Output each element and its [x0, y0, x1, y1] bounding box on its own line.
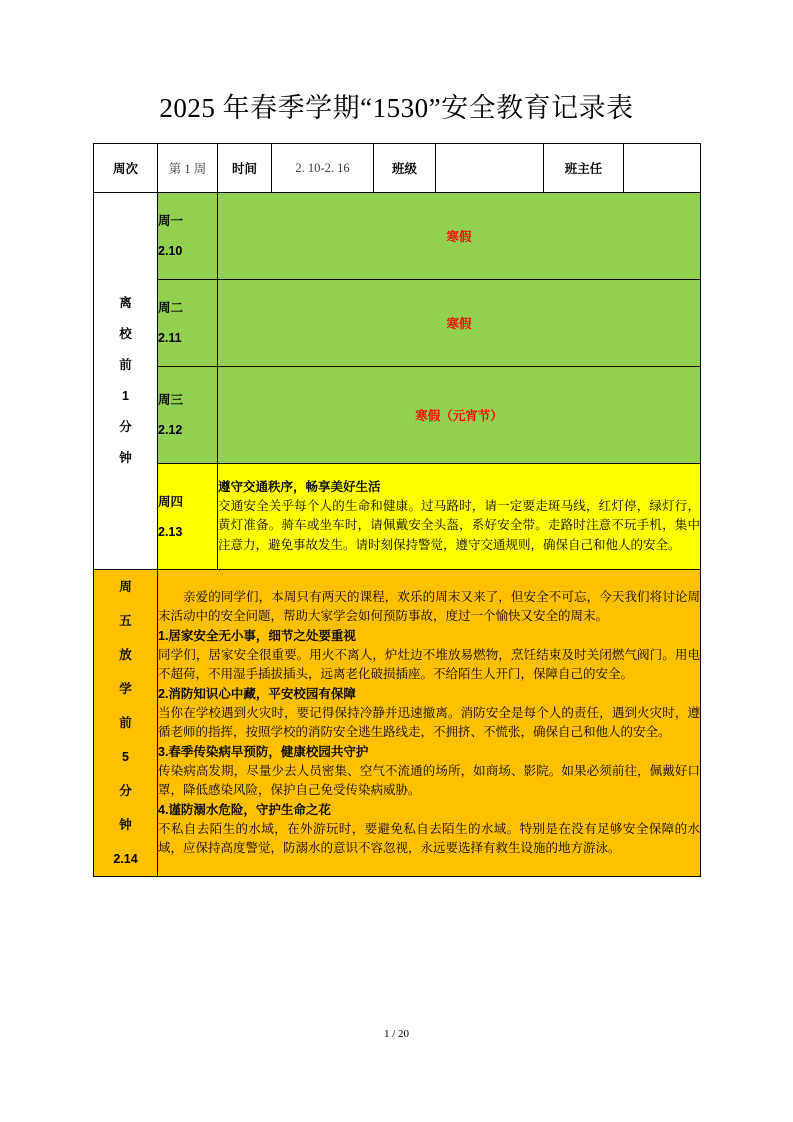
vlabel-char: 5 — [122, 750, 129, 764]
day-date: 2.12 — [158, 423, 183, 437]
time-label-cell: 时间 — [218, 144, 272, 193]
table-header-row — [94, 144, 701, 193]
vlabel-char: 学 — [119, 682, 132, 696]
lesson-body: 交通安全关乎每个人的生命和健康。过马路时，请一定要走斑马线，红灯停，绿灯行，黄灯准备。骑车或坐车时，请佩戴安全头盔，系好安全带。走路时注意不玩手机，集中注意力，避免事故发生。请时刻保持警觉，遵守交通规则，确保自己和他人的安全。 — [218, 498, 700, 552]
class-label-cell: 班级 — [374, 144, 436, 193]
time-value-cell[interactable]: 2. 10-2. 16 — [272, 144, 374, 193]
content-cell-monday: 寒假 — [218, 193, 701, 280]
table-row — [94, 367, 701, 464]
teacher-label-cell: 班主任 — [544, 144, 624, 193]
vlabel-char: 钟 — [119, 818, 132, 832]
before-leaving-vertical-label — [94, 193, 158, 570]
week-label-cell: 周次 — [94, 144, 158, 193]
day-cell-monday — [158, 193, 218, 280]
table-row — [94, 193, 701, 280]
vlabel-char: 分 — [119, 784, 132, 798]
vlabel-date: 2.14 — [113, 852, 138, 866]
lesson-heading: 遵守交通秩序，畅享美好生活 — [218, 479, 381, 494]
day-cell-thursday — [158, 464, 218, 570]
friday-item-body-1: 同学们，居家安全很重要。用火不离人，炉灶边不堆放易燃物，烹饪结束及时关闭燃气阀门。用电不超荷，不用湿手插拔插头，远离老化破损插座。不给陌生人开门，保障自己的安全。 — [158, 647, 700, 681]
day-date: 2.13 — [158, 524, 183, 539]
vlabel-char: 五 — [119, 614, 132, 628]
vlabel-char: 1 — [122, 389, 129, 403]
friday-intro: 亲爱的同学们，本周只有两天的课程，欢乐的周末又来了，但安全不可忘，今天我们将讨论周末活动中的安全问题，帮助大家学会如何预防事故，度过一个愉快又安全的周末。 — [158, 589, 700, 623]
friday-item-heading-1: 1.居家安全无小事，细节之处要重视 — [158, 628, 356, 643]
friday-item-heading-3: 3.春季传染病早预防，健康校园共守护 — [158, 744, 369, 759]
page-title: 2025 年春季学期“1530”安全教育记录表 — [159, 93, 634, 123]
content-cell-wednesday: 寒假（元宵节） — [218, 367, 701, 464]
friday-item-body-2: 当你在学校遇到火灾时，要记得保持冷静并迅速撤离。消防安全是每个人的责任，遇到火灾时，遵循老师的指挥，按照学校的消防安全逃生路线走，不拥挤、不慌张，确保自己和他人的安全。 — [158, 705, 700, 739]
vlabel-char: 钟 — [119, 451, 132, 465]
teacher-value-cell[interactable] — [624, 144, 701, 193]
day-cell-tuesday — [158, 280, 218, 367]
table-row — [94, 280, 701, 367]
vlabel-char: 前 — [119, 358, 132, 372]
vlabel-char: 离 — [119, 296, 132, 310]
vlabel-char: 周 — [119, 580, 132, 594]
day-date: 2.10 — [158, 244, 183, 258]
friday-item-body-4: 不私自去陌生的水域，在外游玩时，要避免私自去陌生的水域。特别是在没有足够安全保障的水域，应保持高度警觉，防溺水的意识不容忽视，永远要选择有救生设施的地方游泳。 — [158, 821, 700, 855]
friday-item-body-3: 传染病高发期，尽量少去人员密集、空气不流通的场所，如商场、影院。如果必须前往，佩戴好口罩，降低感染风险，保护自己免受传染病威胁。 — [158, 763, 700, 797]
content-cell-thursday — [218, 464, 701, 570]
content-cell-tuesday: 寒假 — [218, 280, 701, 367]
day-name: 周四 — [158, 494, 184, 509]
table-row — [94, 464, 701, 570]
day-cell-wednesday — [158, 367, 218, 464]
day-name: 周三 — [158, 393, 184, 407]
friday-vertical-label — [94, 570, 158, 877]
week-value-cell[interactable]: 第 1 周 — [158, 144, 218, 193]
day-date: 2.11 — [158, 331, 182, 345]
vlabel-char: 放 — [119, 648, 132, 662]
day-name: 周二 — [158, 301, 184, 315]
safety-education-record-table — [93, 143, 701, 877]
vlabel-char: 校 — [119, 327, 132, 341]
vlabel-char: 分 — [119, 420, 132, 434]
day-name: 周一 — [158, 214, 184, 228]
class-value-cell[interactable] — [436, 144, 544, 193]
friday-item-heading-2: 2.消防知识心中藏，平安校园有保障 — [158, 686, 356, 701]
vlabel-char: 前 — [119, 716, 132, 730]
friday-item-heading-4: 4.谨防溺水危险，守护生命之花 — [158, 802, 331, 817]
table-row-friday — [94, 570, 701, 877]
friday-content-cell — [158, 570, 701, 877]
page-footer: 1 / 20 — [383, 1028, 410, 1040]
